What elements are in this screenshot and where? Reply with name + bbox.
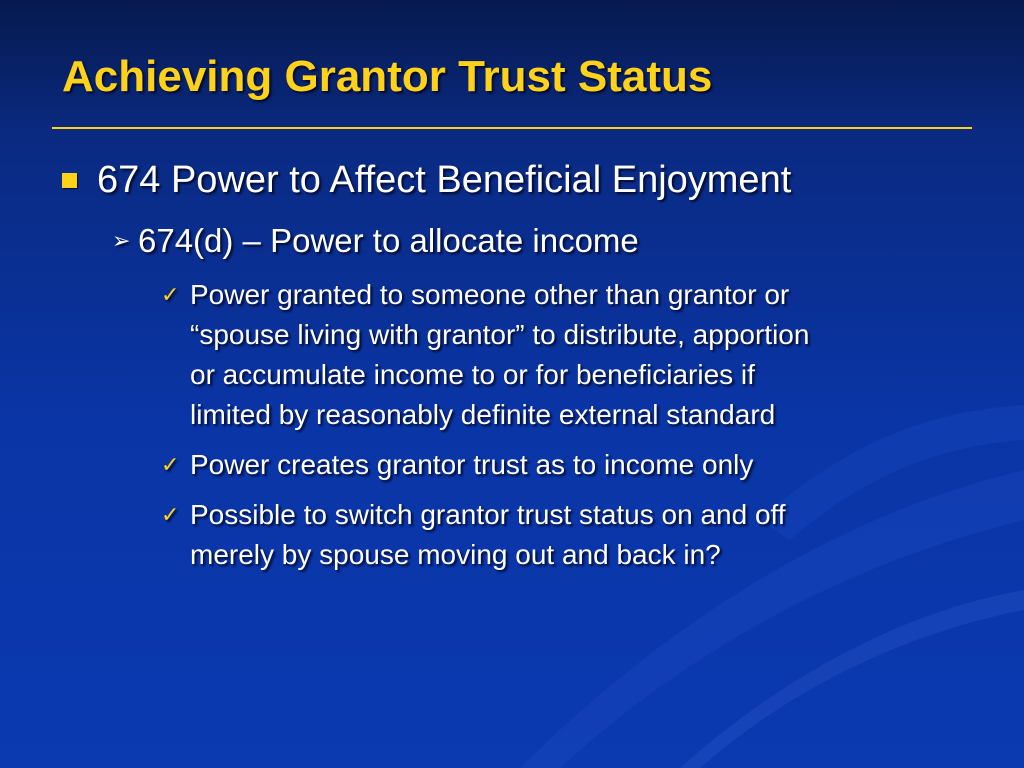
bullet-level1: [62, 156, 791, 204]
square-bullet-icon: [62, 173, 77, 188]
checkmark-icon: ✓: [161, 502, 180, 527]
text-line: Power granted to someone other than grantor or: [190, 279, 790, 310]
bullet-level1-text: 674 Power to Affect Beneficial Enjoyment: [97, 159, 792, 201]
checkmark-icon: ✓: [161, 282, 180, 307]
arrow-bullet-icon: ➢: [112, 228, 131, 253]
slide-title: Achieving Grantor Trust Status: [62, 52, 713, 101]
text-line: or accumulate income to or for beneficiaries if: [190, 359, 755, 390]
text-line: Possible to switch grantor trust status on and off: [190, 499, 786, 530]
text-line: “spouse living with grantor” to distribute, apportion: [190, 319, 810, 350]
title-divider: [52, 127, 972, 129]
text-line: limited by reasonably definite external standard: [190, 399, 776, 430]
bullet-level3-item: [161, 495, 961, 575]
bullet-level3-text: [190, 445, 961, 485]
text-line: Power creates grantor trust as to income only: [190, 449, 754, 480]
bullet-level3-item: [161, 445, 961, 485]
bullet-level3-item: [161, 275, 961, 435]
bullet-level3-text: [190, 495, 961, 575]
bullet-level2-text: 674(d) – Power to allocate income: [138, 222, 639, 259]
bullet-level3-text: [190, 275, 961, 435]
bullet-level2: [112, 220, 639, 262]
text-line: merely by spouse moving out and back in?: [190, 539, 721, 570]
checkmark-icon: ✓: [161, 452, 180, 477]
